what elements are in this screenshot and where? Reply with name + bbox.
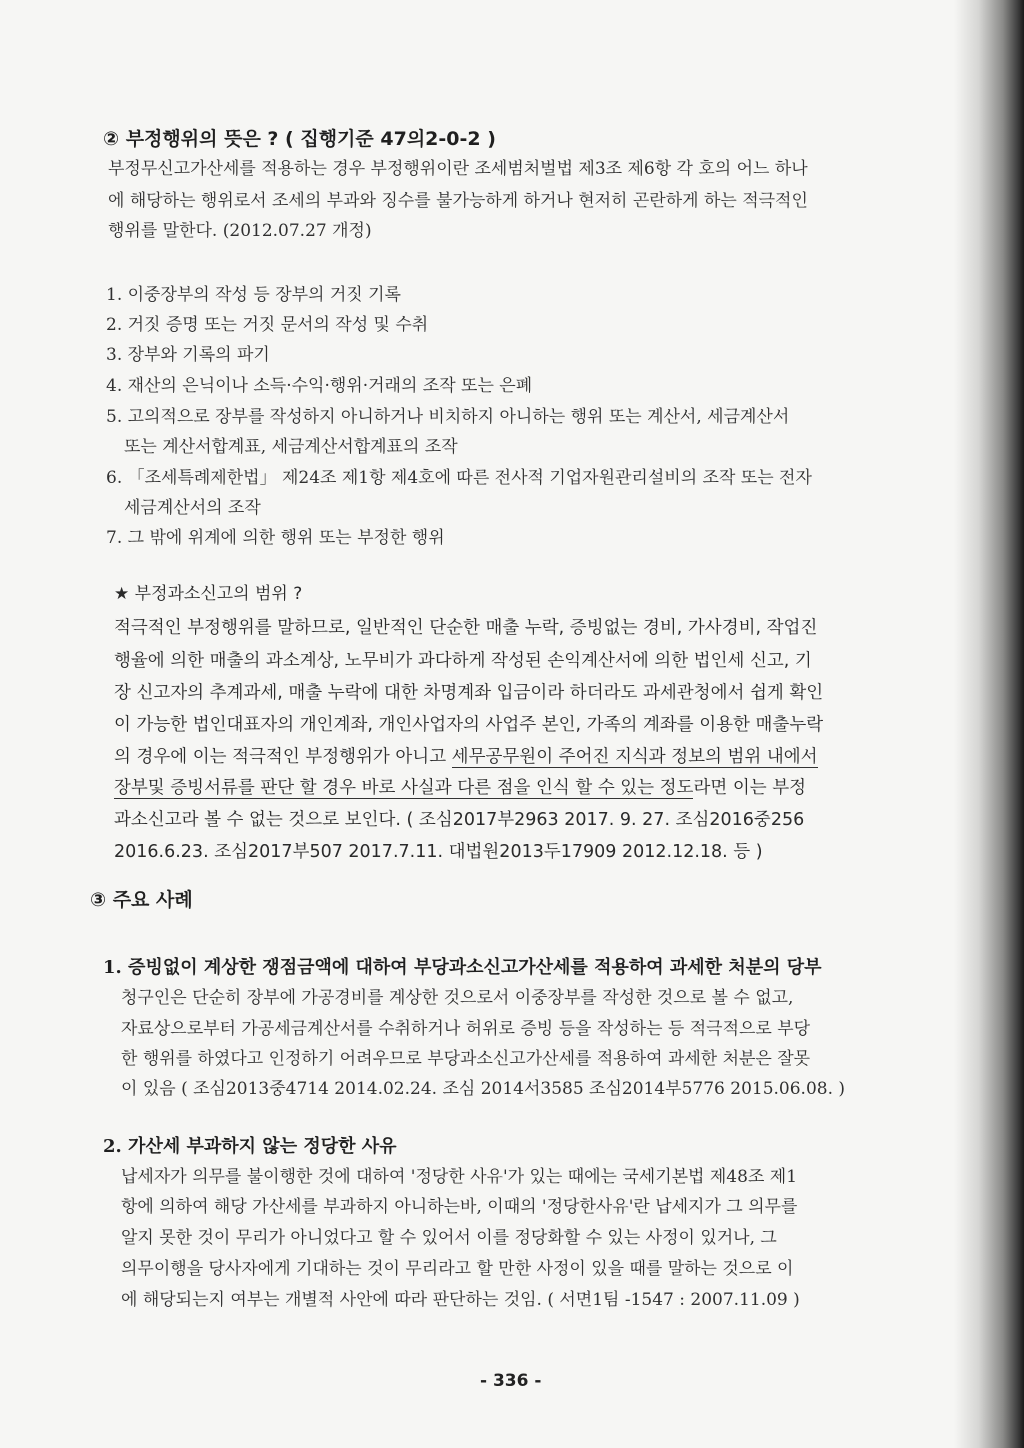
text-line [114,741,818,773]
text-line: 장 신고자의 추계과세, 매출 누락에 대한 차명계좌 입금이라 하더라도 과세관청에서 쉽게 확인 [114,683,824,703]
text-line: 행위를 말한다. (2012.07.27 개정) [108,221,372,241]
list-item-continuation: 세금계산서의 조작 [124,498,261,518]
text-line: 에 해당하는 행위로서 조세의 부과와 징수를 불가능하게 하거나 현저히 곤란하게 하는 적극적인 [108,191,808,211]
text-line [114,772,806,804]
text-line: 부정무신고가산세를 적용하는 경우 부정행위이란 조세범처벌법 제3조 제6항 각 호의 어느 하나 [108,159,808,179]
page-edge-shadow [954,0,1024,1448]
text-segment: 라면 이는 부정 [693,778,807,798]
page-number: - 336 - [480,1371,542,1391]
case-title: 2. 가산세 부과하지 않는 정당한 사유 [103,1136,397,1157]
list-item: 7. 그 밖에 위계에 의한 행위 또는 부정한 행위 [106,528,445,548]
text-line: 적극적인 부정행위를 말하므로, 일반적인 단순한 매출 누락, 증빙없는 경비, 가사경비, 작업진 [114,618,818,638]
text-line: 한 행위를 하였다고 인정하기 어려우므로 부당과소신고가산세를 적용하여 과세한 처분은 잘못 [121,1049,811,1069]
text-line: 이 있음 ( 조심2013중4714 2014.02.24. 조심 2014서3585 조심2014부5776 2015.06.08. ) [121,1079,846,1099]
text-line: 이 가능한 법인대표자의 개인계좌, 개인사업자의 사업주 본인, 가족의 계좌를 이용한 매출누락 [114,715,824,735]
list-item-continuation: 또는 계산서합계표, 세금계산서합계표의 조작 [124,437,458,457]
underlined-text: 장부및 증빙서류를 판단 할 경우 바로 사실과 다른 점을 인식 할 수 있는 정도 [114,778,694,798]
text-line: 과소신고라 볼 수 없는 것으로 보인다. ( 조심2017부2963 2017. 9. 27. 조심2016중256 [114,810,805,830]
list-item: 1. 이중장부의 작성 등 장부의 거짓 기록 [106,285,401,305]
text-line: 항에 의하여 해당 가산세를 부과하지 아니하는바, 이때의 '정당한사유'란 납세지가 그 의무를 [121,1197,798,1217]
text-segment: 의 경우에 이는 적극적인 부정행위가 아니고 [114,747,452,767]
text-line: 의무이행을 당사자에게 기대하는 것이 무리라고 할 만한 사정이 있을 때를 말하는 것으로 이 [121,1259,794,1279]
section2-heading: ② 부정행위의 뜻은 ? ( 집행기준 47의2-0-2 ) [103,128,496,150]
text-line: 납세자가 의무를 불이행한 것에 대하여 '정당한 사유'가 있는 때에는 국세기본법 제48조 제1 [121,1167,798,1187]
text-line: 청구인은 단순히 장부에 가공경비를 계상한 것으로서 이중장부를 작성한 것으로 볼 수 없고, [121,988,794,1008]
list-item: 4. 재산의 은닉이나 소득·수익·행위·거래의 조작 또는 은폐 [106,376,533,396]
list-item: 3. 장부와 기록의 파기 [106,345,270,365]
star-heading: ★ 부정과소신고의 범위 ? [114,584,303,604]
list-item: 5. 고의적으로 장부를 작성하지 아니하거나 비치하지 아니하는 행위 또는 계산서, 세금계산서 [106,407,790,427]
list-item: 2. 거짓 증명 또는 거짓 문서의 작성 및 수취 [106,315,429,335]
text-line: 2016.6.23. 조심2017부507 2017.7.11. 대법원2013두17909 2012.12.18. 등 ) [114,842,763,862]
text-line: 행율에 의한 매출의 과소계상, 노무비가 과다하게 작성된 손익계산서에 의한 법인세 신고, 기 [114,651,812,671]
text-line: 에 해당되는지 여부는 개별적 사안에 따라 판단하는 것임. ( 서면1팀 -1547 : 2007.11.09 ) [121,1290,800,1310]
section3-heading: ③ 주요 사례 [90,889,193,911]
text-line: 자료상으로부터 가공세금계산서를 수취하거나 허위로 증빙 등을 작성하는 등 적극적으로 부당 [121,1019,811,1039]
text-line: 알지 못한 것이 무리가 아니었다고 할 수 있어서 이를 정당화할 수 있는 사정이 있거나, 그 [121,1228,777,1248]
underlined-text: 세무공무원이 주어진 지식과 정보의 범위 내에서 [451,747,818,767]
case-title: 1. 증빙없이 계상한 쟁점금액에 대하여 부당과소신고가산세를 적용하여 과세한 처분의 당부 [103,957,822,978]
list-item: 6. 「조세특례제한법」 제24조 제1항 제4호에 따른 전사적 기업자원관리설비의 조작 또는 전자 [106,468,812,488]
